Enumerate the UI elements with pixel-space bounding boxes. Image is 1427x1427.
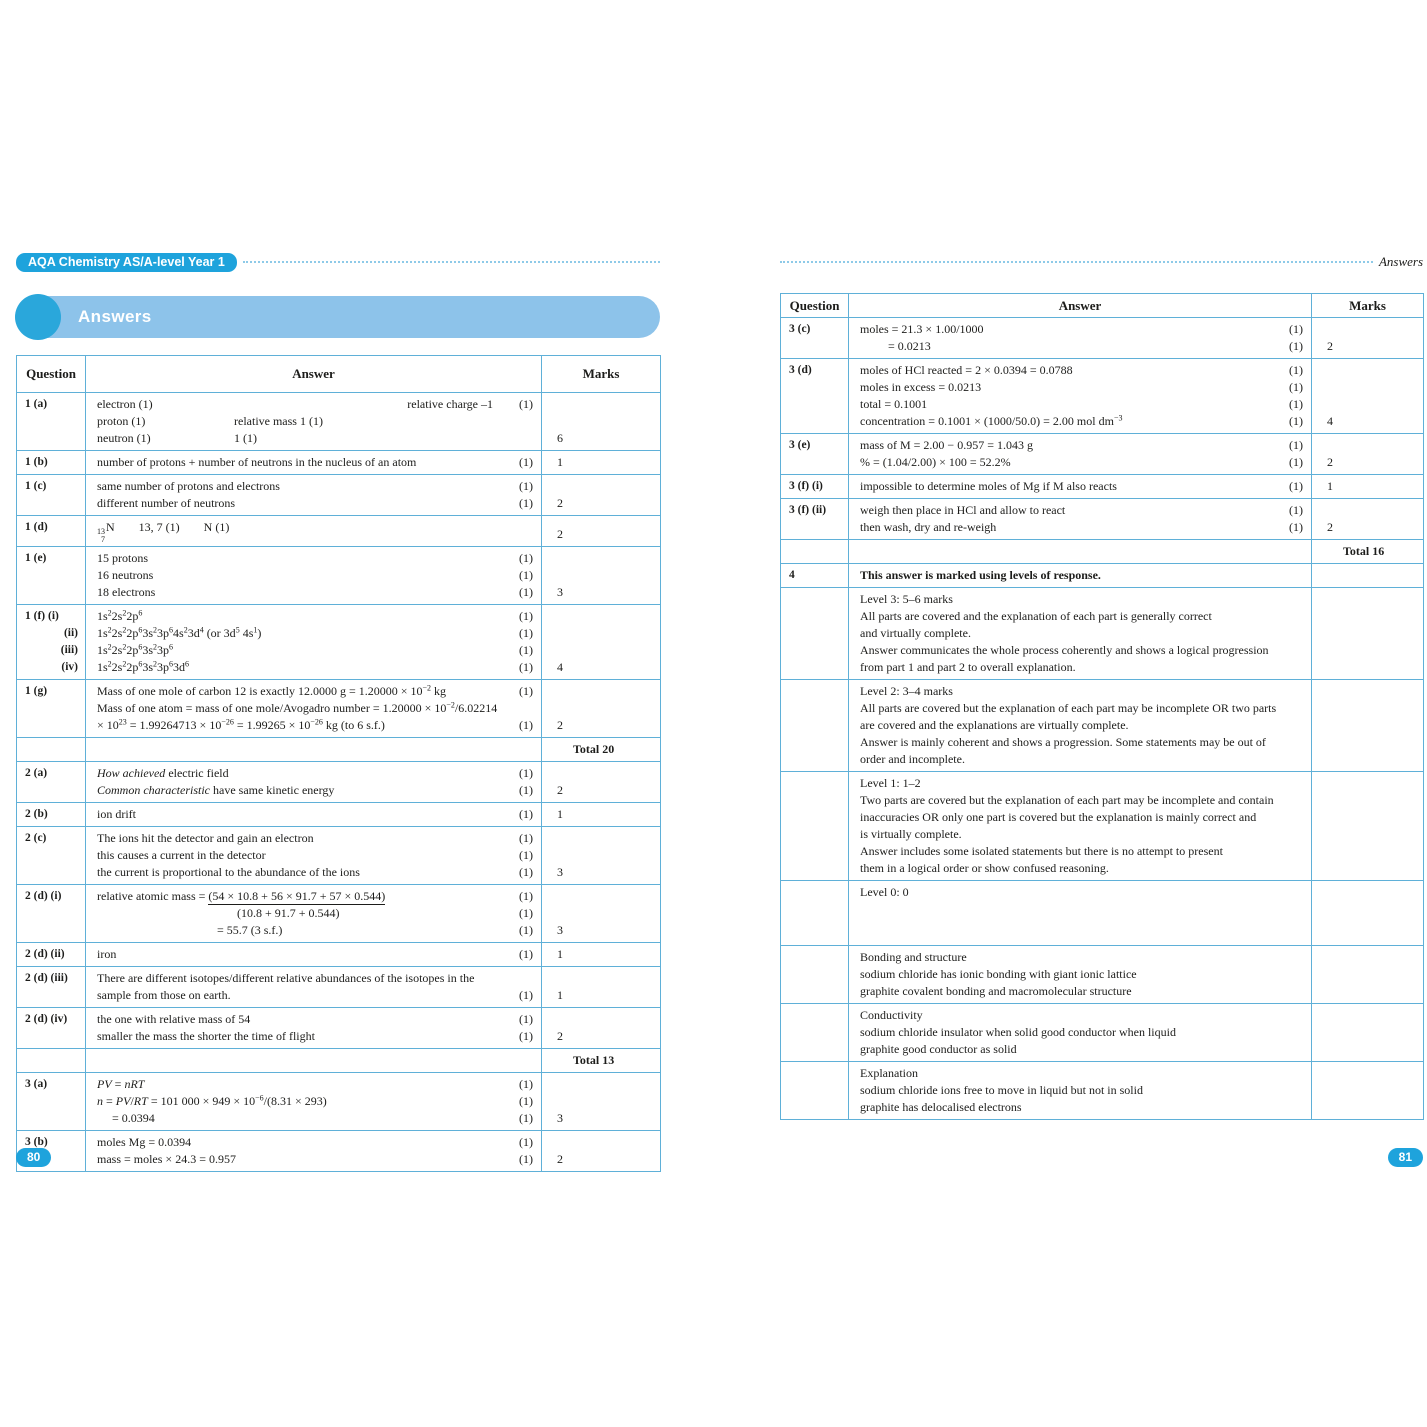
answer-cell: Mass of one mole of carbon 12 is exactly 12.0000 $g = 1.20000 \times 10^{-2}$ kg (1) Mass of one atom = mass of one mole/Avogadro number = $1.20000 \times 10^{-2}/6.02214$ × $10^{23} = 1.99264713 \times 10^{-26} = 1.99265 \times 10^{-26}$ kg (to 6 s.f.) (1): [86, 680, 542, 738]
table-row: [781, 564, 1424, 588]
table-row: [781, 881, 1424, 946]
mark-point: (1): [519, 397, 533, 411]
mark-point: (1): [519, 923, 533, 937]
dotted-leader: [243, 261, 660, 263]
table-row: [17, 943, 661, 967]
table-header-row: [17, 356, 661, 393]
question-cell: 1 (a): [17, 393, 86, 451]
answer-cell: same number of protons and electrons (1) different number of neutrons (1): [86, 475, 542, 516]
mark-point: (1): [519, 1152, 533, 1166]
question-cell: 2 (d) (i): [17, 885, 86, 943]
marks-cell: Total 20: [542, 738, 661, 762]
marks-cell: 1: [542, 451, 661, 475]
answer-cell: [86, 1049, 542, 1073]
table-header-row: [781, 294, 1424, 318]
mark-point: (1): [1289, 455, 1303, 469]
answer-cell: $1s^22s^22p^6$ (1) $1s^22s^22p^63s^23p^64s^23d^4$ (or $3d^5$ $4s^1$) (1) $1s^22s^22p^63s^23p^6$ (1) $1s^22s^22p^63s^23p^63d^6$ (1): [86, 605, 542, 680]
mark-point: (1): [519, 568, 533, 582]
running-head: Answers: [1378, 254, 1423, 269]
table-row: [781, 772, 1424, 881]
question-cell: [781, 540, 849, 564]
page-number-left: 80: [16, 1148, 51, 1167]
table-row: [781, 359, 1424, 434]
marks-cell: [1312, 588, 1424, 680]
mark-point: (1): [519, 1094, 533, 1108]
mark-point: (1): [1289, 520, 1303, 534]
mark-point: (1): [519, 1012, 533, 1026]
question-cell: 3 (b): [17, 1131, 86, 1172]
question-cell: [17, 1049, 86, 1073]
question-cell: [781, 1062, 849, 1120]
question-cell: 2 (a): [17, 762, 86, 803]
column-header: Question: [781, 294, 849, 318]
answer-cell: Bonding and structure sodium chloride has ionic bonding with giant ionic lattice graphite covalent bonding and macromolecular structure: [849, 946, 1312, 1004]
answer-cell: [849, 540, 1312, 564]
section-title: Answers: [78, 307, 152, 326]
table-row: [781, 475, 1424, 499]
marks-cell: 2: [542, 1008, 661, 1049]
mark-point: (1): [519, 1029, 533, 1043]
mark-point: (1): [1289, 363, 1303, 377]
table-row: [781, 318, 1424, 359]
table-row: [17, 605, 661, 680]
marks-cell: 2: [542, 762, 661, 803]
marks-cell: 3: [542, 1073, 661, 1131]
mark-point: (1): [519, 479, 533, 493]
mark-point: (1): [519, 455, 533, 469]
answer-cell: moles of HCl reacted = 2 × 0.0394 = 0.0788 (1) moles in excess = 0.0213 (1) total = 0.1001 (1) concentration = 0.1001 × (1000/50.0) = 2.00 mol $dm^{-3}$ (1): [849, 359, 1312, 434]
question-cell: 2 (d) (iii): [17, 967, 86, 1008]
marks-cell: 2: [1312, 499, 1424, 540]
marks-cell: 2: [542, 1131, 661, 1172]
table-row: [781, 499, 1424, 540]
question-cell: [781, 946, 849, 1004]
question-cell: [781, 680, 849, 772]
marks-cell: 1: [1312, 475, 1424, 499]
mark-point: (1): [1289, 503, 1303, 517]
mark-point: (1): [1289, 380, 1303, 394]
column-header: Marks: [542, 356, 661, 393]
question-cell: 2 (d) (ii): [17, 943, 86, 967]
marks-cell: 1: [542, 943, 661, 967]
question-cell: 1 (f) (i) (ii) (iii) (iv): [17, 605, 86, 680]
answers-banner: [16, 296, 660, 338]
mark-point: (1): [519, 807, 533, 821]
question-cell: 1 (b): [17, 451, 86, 475]
mark-point: (1): [519, 766, 533, 780]
marks-cell: [1312, 946, 1424, 1004]
table-row: [17, 885, 661, 943]
question-cell: [781, 881, 849, 946]
mark-point: (1): [519, 1111, 533, 1125]
question-cell: 2 (d) (iv): [17, 1008, 86, 1049]
mark-point: (1): [519, 889, 533, 903]
answer-cell: moles = 21.3 × 1.00/1000 (1) = 0.0213 (1): [849, 318, 1312, 359]
question-cell: 3 (c): [781, 318, 849, 359]
table-row: [17, 680, 661, 738]
table-row: [17, 827, 661, 885]
total-row: [17, 1049, 661, 1073]
mark-point: (1): [1289, 479, 1303, 493]
marks-cell: 6: [542, 393, 661, 451]
question-cell: 3 (e): [781, 434, 849, 475]
marks-cell: 1: [542, 803, 661, 827]
marks-cell: 2: [1312, 318, 1424, 359]
answers-table-left: [16, 355, 661, 1172]
question-cell: 3 (a): [17, 1073, 86, 1131]
answer-cell: This answer is marked using levels of response.: [849, 564, 1312, 588]
column-header: Marks: [1312, 294, 1424, 318]
left-page-header: [16, 252, 660, 272]
dotted-leader-right: [780, 261, 1373, 263]
table-row: [17, 803, 661, 827]
table-row: [781, 680, 1424, 772]
course-badge: AQA Chemistry AS/A-level Year 1: [16, 253, 237, 272]
question-cell: 2 (c): [17, 827, 86, 885]
table-row: [17, 967, 661, 1008]
mark-point: (1): [1289, 414, 1303, 428]
mark-point: (1): [519, 1135, 533, 1149]
question-cell: 3 (d): [781, 359, 849, 434]
marks-cell: 4: [542, 605, 661, 680]
answer-cell: the one with relative mass of 54 (1) smaller the mass the shorter the time of flight (1): [86, 1008, 542, 1049]
left-page: [16, 252, 660, 1192]
right-page-header: [780, 252, 1423, 272]
answer-cell: weigh then place in HCl and allow to react (1) then wash, dry and re-weigh (1): [849, 499, 1312, 540]
answer-cell: number of protons + number of neutrons in the nucleus of an atom (1): [86, 451, 542, 475]
answer-cell: impossible to determine moles of Mg if M also reacts (1): [849, 475, 1312, 499]
answer-cell: Level 2: 3–4 marks All parts are covered but the explanation of each part may be incomplete OR two parts are covered and the explanations are virtually complete. Answer is mainly coherent and shows a progression. Some statements may be out of order and incomplete.: [849, 680, 1312, 772]
question-cell: [781, 772, 849, 881]
question-cell: [17, 738, 86, 762]
mark-point: (1): [519, 848, 533, 862]
table-row: [17, 1008, 661, 1049]
table-row: [781, 588, 1424, 680]
mark-point: (1): [519, 947, 533, 961]
answer-cell: PV = nRT (1) n = PV/RT = 101 $000 \times 949 \times 10^{-6}/(8.31 \times 293)$ (1) = 0.0394 (1): [86, 1073, 542, 1131]
answer-cell: ion drift (1): [86, 803, 542, 827]
mark-point: (1): [519, 684, 533, 698]
marks-cell: [1312, 564, 1424, 588]
answer-cell: There are different isotopes/different relative abundances of the isotopes in the sample from those on earth. (1): [86, 967, 542, 1008]
question-cell: [781, 588, 849, 680]
answer-cell: Conductivity sodium chloride insulator when solid good conductor when liquid graphite good conductor as solid: [849, 1004, 1312, 1062]
marks-cell: 4: [1312, 359, 1424, 434]
marks-cell: 3: [542, 885, 661, 943]
answer-cell: mass of M = 2.00 − 0.957 = 1.043 g (1) % = (1.04/2.00) × 100 = 52.2% (1): [849, 434, 1312, 475]
table-row: [17, 451, 661, 475]
marks-cell: [1312, 772, 1424, 881]
table-row: [781, 1004, 1424, 1062]
mark-point: (1): [1289, 397, 1303, 411]
question-cell: 1 (c): [17, 475, 86, 516]
table-row: [781, 1062, 1424, 1120]
mark-point: (1): [519, 783, 533, 797]
mark-point: (1): [519, 626, 533, 640]
mark-point: (1): [519, 643, 533, 657]
answer-cell: moles Mg = 0.0394 (1) mass = moles × 24.3 = 0.957 (1): [86, 1131, 542, 1172]
answer-cell: Explanation sodium chloride ions free to move in liquid but not in solid graphite has delocalised electrons: [849, 1062, 1312, 1120]
table-row: [17, 1131, 661, 1172]
marks-cell: 2: [542, 516, 661, 547]
mark-point: (1): [519, 585, 533, 599]
right-page: [780, 252, 1423, 1192]
answers-table-right: [780, 293, 1424, 1120]
mark-point: (1): [519, 496, 533, 510]
mark-point: (1): [1289, 438, 1303, 452]
mark-point: (1): [519, 988, 533, 1002]
table-row: [17, 475, 661, 516]
question-cell: 1 (g): [17, 680, 86, 738]
marks-cell: 2: [542, 680, 661, 738]
answer-cell: How achieved electric field (1) Common characteristic have same kinetic energy (1): [86, 762, 542, 803]
mark-point: (1): [519, 551, 533, 565]
answer-cell: Level 1: 1–2 Two parts are covered but the explanation of each part may be incomplete and contain inaccuracies OR only one part is covered but the explanation is mainly correct and is virtually complete. Answer includes some isolated statements but there is no attempt to present them in a logical order or show confused reasoning.: [849, 772, 1312, 881]
marks-cell: 3: [542, 547, 661, 605]
question-cell: 3 (f) (i): [781, 475, 849, 499]
mark-point: (1): [519, 660, 533, 674]
mark-point: (1): [1289, 339, 1303, 353]
marks-cell: 2: [1312, 434, 1424, 475]
marks-cell: Total 13: [542, 1049, 661, 1073]
question-cell: 2 (b): [17, 803, 86, 827]
answer-cell: The ions hit the detector and gain an electron (1) this causes a current in the detector (1) the current is proportional to the abundance of the ions (1): [86, 827, 542, 885]
table-row: [17, 1073, 661, 1131]
answer-cell: electron (1) relative charge –1 (1) proton (1) relative mass 1 (1) neutron (1) 1 (1): [86, 393, 542, 451]
table-row: [17, 762, 661, 803]
answer-cell: Level 0: 0: [849, 881, 1312, 946]
question-cell: 1 (e): [17, 547, 86, 605]
table-row: [781, 434, 1424, 475]
page-number-right: 81: [1388, 1148, 1423, 1167]
banner-circle-icon: [15, 294, 61, 340]
answer-cell: 13 7 N 13, 7 (1) N (1): [86, 516, 542, 547]
table-row: [17, 393, 661, 451]
marks-cell: 2: [542, 475, 661, 516]
marks-cell: [1312, 1004, 1424, 1062]
marks-cell: [1312, 680, 1424, 772]
column-header: Question: [17, 356, 86, 393]
question-cell: 4: [781, 564, 849, 588]
mark-point: (1): [519, 865, 533, 879]
mark-point: (1): [519, 1077, 533, 1091]
answer-cell: relative atomic mass = (54 × 10.8 + 56 × 91.7 + 57 × 0.544) (1) (10.8 + 91.7 + 0.544) (1) = 55.7 (3 s.f.) (1): [86, 885, 542, 943]
table-row: [781, 946, 1424, 1004]
question-cell: 3 (f) (ii): [781, 499, 849, 540]
marks-cell: 3: [542, 827, 661, 885]
mark-point: (1): [1289, 322, 1303, 336]
marks-cell: 1: [542, 967, 661, 1008]
answer-cell: Level 3: 5–6 marks All parts are covered and the explanation of each part is generally correct and virtually complete. Answer communicates the whole process coherently and shows a logical progression from part 1 and part 2 to overall explanation.: [849, 588, 1312, 680]
question-cell: 1 (d): [17, 516, 86, 547]
column-header: Answer: [86, 356, 542, 393]
marks-cell: [1312, 1062, 1424, 1120]
mark-point: (1): [519, 831, 533, 845]
answer-cell: 15 protons (1) 16 neutrons (1) 18 electrons (1): [86, 547, 542, 605]
total-row: [781, 540, 1424, 564]
total-row: [17, 738, 661, 762]
mark-point: (1): [519, 609, 533, 623]
question-cell: [781, 1004, 849, 1062]
mark-point: (1): [519, 906, 533, 920]
marks-cell: [1312, 881, 1424, 946]
table-row: [17, 516, 661, 547]
mark-point: (1): [519, 718, 533, 732]
marks-cell: Total 16: [1312, 540, 1424, 564]
table-row: [17, 547, 661, 605]
answer-cell: iron (1): [86, 943, 542, 967]
answer-cell: [86, 738, 542, 762]
column-header: Answer: [849, 294, 1312, 318]
